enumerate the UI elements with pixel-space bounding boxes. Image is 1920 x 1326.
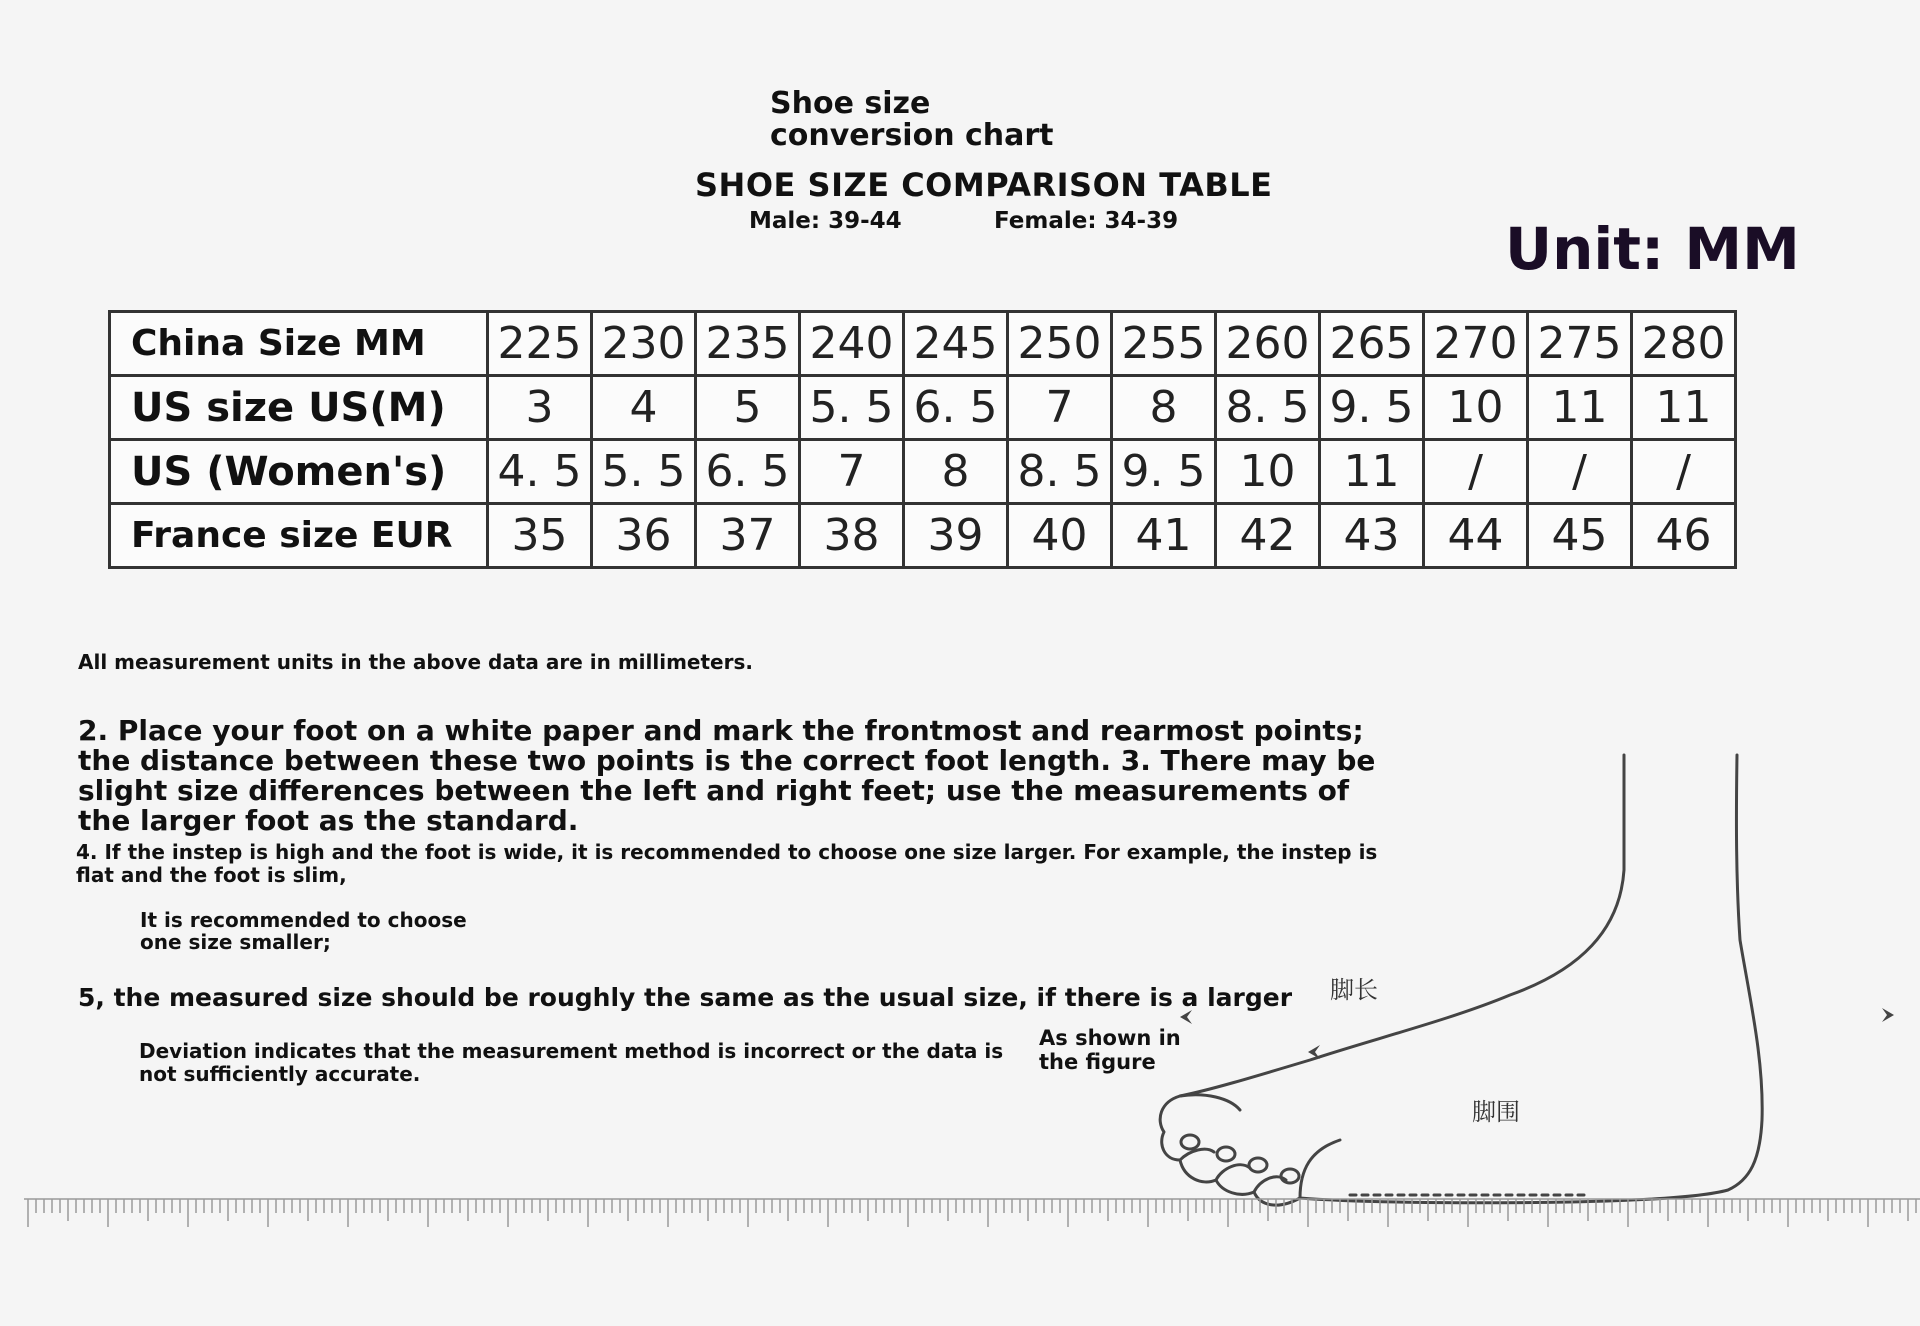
instep-advice-cont: It is recommended to choose one size smaller; (140, 908, 467, 954)
table-cell: 40 (1008, 504, 1112, 568)
table-cell: 5 (696, 376, 800, 440)
table-cell: 11 (1528, 376, 1632, 440)
row-header: US (Women's) (110, 440, 488, 504)
table-row (110, 440, 1736, 504)
table-cell: 7 (1008, 376, 1112, 440)
table-cell: 43 (1320, 504, 1424, 568)
foot-length-label: 脚长 (1330, 976, 1378, 1004)
table-cell: 8 (904, 440, 1008, 504)
row-header: China Size MM (110, 312, 488, 376)
male-size-range: Male: 39-44 (749, 208, 902, 234)
table-cell: 250 (1008, 312, 1112, 376)
table-cell: 8 (1112, 376, 1216, 440)
table-cell: 230 (592, 312, 696, 376)
table-row (110, 312, 1736, 376)
table-cell: 45 (1528, 504, 1632, 568)
female-size-range: Female: 34-39 (994, 208, 1179, 234)
deviation-note-cont: Deviation indicates that the measurement method is incorrect or the data is not sufficiently accurate. (139, 1039, 1004, 1086)
table-cell: 255 (1112, 312, 1216, 376)
table-cell: 8. 5 (1008, 440, 1112, 504)
foot-girth-label: 脚围 (1472, 1098, 1520, 1126)
table-cell: 42 (1216, 504, 1320, 568)
table-cell: 8. 5 (1216, 376, 1320, 440)
table-cell: 3 (488, 376, 592, 440)
table-cell: 39 (904, 504, 1008, 568)
chart-title: Shoe size conversion chart (770, 86, 1054, 153)
unit-label: Unit: MM (1505, 215, 1800, 283)
table-cell: 260 (1216, 312, 1320, 376)
table-cell: / (1424, 440, 1528, 504)
table-cell: 35 (488, 504, 592, 568)
table-cell: 6. 5 (904, 376, 1008, 440)
table-cell: 225 (488, 312, 592, 376)
table-cell: 235 (696, 312, 800, 376)
table-cell: 6. 5 (696, 440, 800, 504)
units-note: All measurement units in the above data are in millimeters. (78, 650, 753, 674)
table-cell: 37 (696, 504, 800, 568)
table-cell: 4. 5 (488, 440, 592, 504)
table-cell: 4 (592, 376, 696, 440)
table-cell: 240 (800, 312, 904, 376)
figure-reference: As shown in the figure (1039, 1026, 1181, 1074)
table-cell: 44 (1424, 504, 1528, 568)
size-conversion-table (108, 310, 1737, 569)
instep-advice: 4. If the instep is high and the foot is wide, it is recommended to choose one size larger. For example, the instep is flat and the foot is slim, (76, 840, 1378, 887)
table-cell: 11 (1320, 440, 1424, 504)
table-cell: 280 (1632, 312, 1736, 376)
table-cell: 5. 5 (800, 376, 904, 440)
table-heading: SHOE SIZE COMPARISON TABLE (695, 166, 1273, 204)
table-cell: 38 (800, 504, 904, 568)
table-cell: 10 (1216, 440, 1320, 504)
table-cell: 46 (1632, 504, 1736, 568)
row-header: US size US(M) (110, 376, 488, 440)
measure-instructions: 2. Place your foot on a white paper and mark the frontmost and rearmost points; the distance between these two points is the correct foot length. 3. There may be slight size differences between the left and right feet; use the measurements of the larger foot as the standard. (78, 714, 1376, 837)
table-cell: 270 (1424, 312, 1528, 376)
table-cell: 275 (1528, 312, 1632, 376)
table-cell: 5. 5 (592, 440, 696, 504)
foot-diagram (1150, 740, 1920, 1210)
row-header: France size EUR (110, 504, 488, 568)
table-cell: 9. 5 (1112, 440, 1216, 504)
ruler-strip (0, 1195, 1920, 1245)
table-row (110, 504, 1736, 568)
table-cell: 245 (904, 312, 1008, 376)
table-cell: 11 (1632, 376, 1736, 440)
table-cell: / (1632, 440, 1736, 504)
table-cell: 7 (800, 440, 904, 504)
table-cell: 265 (1320, 312, 1424, 376)
table-cell: 9. 5 (1320, 376, 1424, 440)
table-cell: 36 (592, 504, 696, 568)
deviation-note: 5, the measured size should be roughly the same as the usual size, if there is a larger (78, 983, 1293, 1012)
table-cell: / (1528, 440, 1632, 504)
table-cell: 10 (1424, 376, 1528, 440)
table-row (110, 376, 1736, 440)
table-cell: 41 (1112, 504, 1216, 568)
